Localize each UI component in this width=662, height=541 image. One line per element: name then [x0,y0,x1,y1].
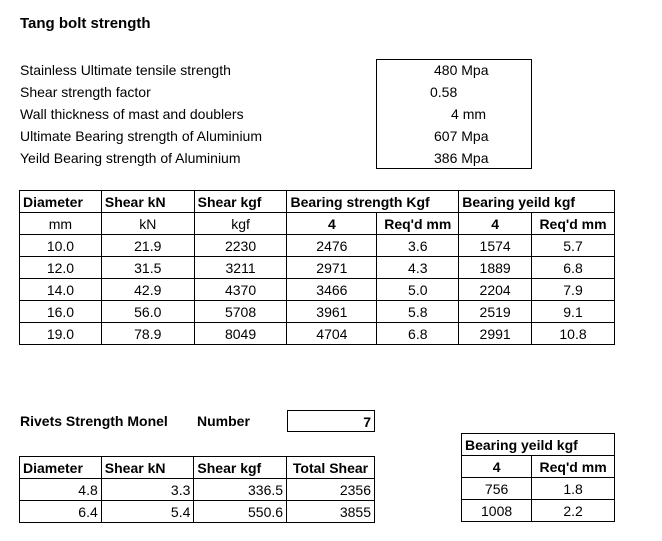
page-title: Tang bolt strength [20,15,151,32]
rivets-number-label: Number [197,413,250,429]
property-label-yield-bearing: Yeild Bearing strength of Aluminium [20,150,241,166]
subheader-kgf: kgf [194,213,287,235]
table-header-row [462,434,615,456]
property-label-wall-thickness: Wall thickness of mast and doublers [20,106,244,122]
table-subheader-row [20,213,615,235]
cell-diameter: 12.0 [20,257,102,279]
header-diameter: Diameter [20,457,102,479]
cell-bearing-reqd: 5.8 [377,301,459,323]
property-number: 386 [434,150,458,166]
property-number: 607 [434,128,458,144]
table-row [20,301,615,323]
subheader-bearing-reqd: Req'd mm [377,213,459,235]
header-diameter: Diameter [20,191,102,213]
cell-shear-kn: 56.0 [101,301,194,323]
table-row [462,500,615,522]
header-bearing-strength: Bearing strength Kgf [287,191,459,213]
rivets-title: Rivets Strength Monel [20,413,168,429]
rivet-bearing-yield-table [461,433,615,522]
cell-bearing-reqd: 6.8 [377,323,459,345]
header-shear-kn: Shear kN [101,191,194,213]
cell-yield-4: 2519 [459,301,532,323]
cell-diameter: 14.0 [20,279,102,301]
property-value-wall-thickness [451,106,486,122]
cell-bearing-4: 2476 [287,235,377,257]
table-row [20,501,375,523]
property-number: 0.58 [430,84,458,100]
cell-shear-kgf: 8049 [194,323,287,345]
table-row [462,478,615,500]
cell-shear-kgf: 336.5 [194,479,287,501]
cell-diameter: 6.4 [20,501,102,523]
cell-yield-4: 2204 [459,279,532,301]
header-shear-kn: Shear kN [101,457,194,479]
cell-bearing-4: 3466 [287,279,377,301]
cell-yield-4: 2991 [459,323,532,345]
cell-shear-kn: 42.9 [101,279,194,301]
subheader-mm: mm [20,213,102,235]
subheader-yield-4: 4 [462,456,532,478]
header-shear-kgf: Shear kgf [194,191,287,213]
cell-shear-kn: 3.3 [101,479,194,501]
cell-yield-reqd: 7.9 [532,279,615,301]
cell-diameter: 10.0 [20,235,102,257]
property-label-ultimate-bearing: Ultimate Bearing strength of Aluminium [20,128,262,144]
cell-shear-kgf: 3211 [194,257,287,279]
cell-yield-reqd: 5.7 [532,235,615,257]
table-row [20,479,375,501]
cell-bearing-4: 3961 [287,301,377,323]
table-header-row [20,191,615,213]
header-bearing-yield: Bearing yeild kgf [459,191,615,213]
header-shear-kgf: Shear kgf [194,457,287,479]
table-row [20,257,615,279]
cell-yield-4: 1574 [459,235,532,257]
cell-shear-kgf: 4370 [194,279,287,301]
rivets-number-field[interactable]: 7 [287,410,375,432]
table-subheader-row [462,456,615,478]
cell-yield-4: 1889 [459,257,532,279]
cell-diameter: 4.8 [20,479,102,501]
property-unit: Mpa [461,128,489,144]
property-label-tensile: Stainless Ultimate tensile strength [20,62,231,78]
property-number: 4 [451,106,459,122]
cell-yield-4: 1008 [462,500,532,522]
cell-yield-reqd: 2.2 [532,500,615,522]
property-value-yield-bearing [434,150,488,166]
cell-shear-kn: 21.9 [101,235,194,257]
table-row [20,235,615,257]
header-bearing-yield: Bearing yeild kgf [462,434,615,456]
cell-shear-kgf: 5708 [194,301,287,323]
cell-bearing-reqd: 5.0 [377,279,459,301]
subheader-bearing-4: 4 [287,213,377,235]
cell-shear-kn: 78.9 [101,323,194,345]
cell-shear-kgf: 550.6 [194,501,287,523]
subheader-yield-reqd: Req'd mm [532,456,615,478]
cell-total-shear: 3855 [287,501,375,523]
property-value-tensile [434,62,488,78]
bolt-strength-table [19,190,615,345]
subheader-kn: kN [101,213,194,235]
property-value-shear-factor [430,84,457,100]
cell-bearing-4: 4704 [287,323,377,345]
subheader-yield-reqd: Req'd mm [532,213,615,235]
property-value-ultimate-bearing [434,128,488,144]
cell-yield-reqd: 6.8 [532,257,615,279]
cell-shear-kn: 31.5 [101,257,194,279]
cell-diameter: 19.0 [20,323,102,345]
property-unit: mm [462,106,487,122]
table-row [20,279,615,301]
property-label-shear-factor: Shear strength factor [20,84,151,100]
cell-yield-reqd: 1.8 [532,478,615,500]
subheader-yield-4: 4 [459,213,532,235]
cell-yield-reqd: 10.8 [532,323,615,345]
cell-yield-reqd: 9.1 [532,301,615,323]
property-number: 480 [434,62,458,78]
cell-yield-4: 756 [462,478,532,500]
rivets-table [19,456,375,523]
header-total-shear: Total Shear [287,457,375,479]
cell-bearing-4: 2971 [287,257,377,279]
cell-diameter: 16.0 [20,301,102,323]
cell-shear-kn: 5.4 [101,501,194,523]
table-row [20,323,615,345]
table-header-row [20,457,375,479]
cell-bearing-reqd: 3.6 [377,235,459,257]
cell-shear-kgf: 2230 [194,235,287,257]
cell-total-shear: 2356 [287,479,375,501]
property-unit: Mpa [461,150,489,166]
property-unit: Mpa [461,62,489,78]
cell-bearing-reqd: 4.3 [377,257,459,279]
